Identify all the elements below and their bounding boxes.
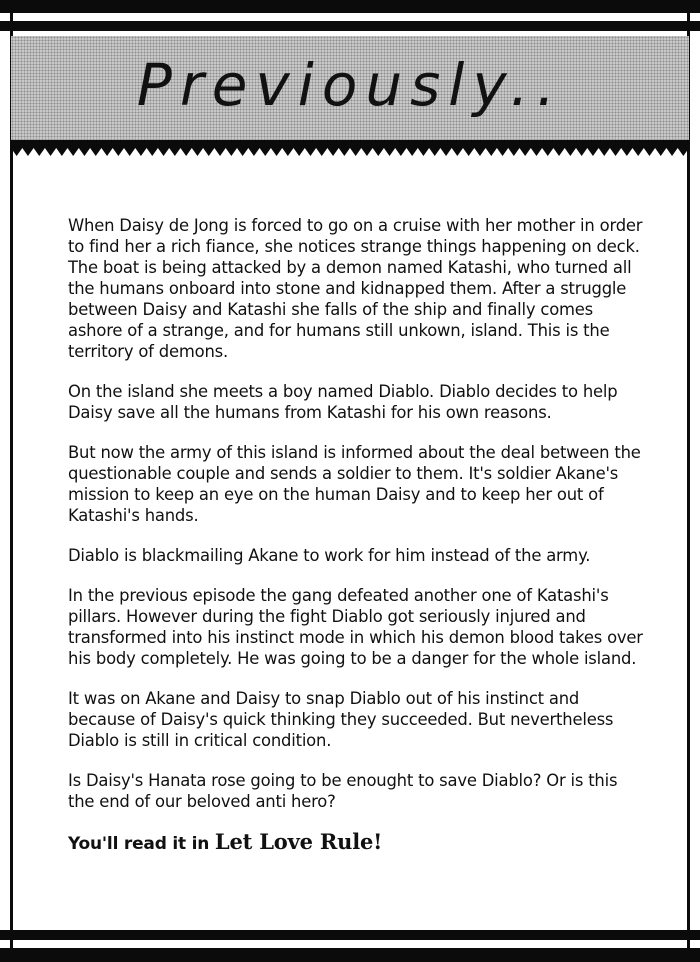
top-border-bar — [0, 0, 700, 13]
closing-lead: You'll read it in — [68, 834, 215, 854]
closing-line — [68, 831, 643, 855]
page-title: Previously.. — [136, 51, 564, 119]
scalloped-divider — [11, 140, 689, 160]
top-border-bar-inner — [0, 21, 700, 31]
recap-paragraph: But now the army of this island is informed about the deal between the questionable couple and sends a soldier to them. It's soldier Akane's mission to keep an eye on the human Daisy and to keep her out of Katashi's hands. — [68, 443, 641, 525]
recap-paragraph: In the previous episode the gang defeated another one of Katashi's pillars. However during the fight Diablo got seriously injured and transformed into his instinct mode in which his demon blood takes over his body completely. He was going to be a danger for the whole island. — [68, 586, 643, 668]
recap-paragraph: Is Daisy's Hanata rose going to be enought to save Diablo? Or is this the end of our beloved anti hero? — [68, 771, 618, 811]
recap-paragraph: When Daisy de Jong is forced to go on a cruise with her mother in order to find her a rich fiance, she notices strange things happening on deck. The boat is being attacked by a demon named Katashi, who turned all the humans onboard into stone and kidnapped them. After a struggle between Daisy and Katashi she falls of the ship and finally comes ashore of a strange, and for humans still unkown, island. This is the territory of demons. — [68, 216, 643, 361]
recap-paragraph: It was on Akane and Daisy to snap Diablo out of his instinct and because of Daisy's quick thinking they succeeded. But nevertheless Diablo is still in critical condition. — [68, 689, 614, 750]
recap-paragraph: Diablo is blackmailing Akane to work for him instead of the army. — [68, 546, 591, 565]
bottom-border-bar-inner — [0, 930, 700, 940]
recap-body — [68, 215, 643, 855]
series-title: Let Love Rule! — [214, 829, 383, 854]
recap-paragraph: On the island she meets a boy named Diablo. Diablo decides to help Daisy save all the humans from Katashi for his own reasons. — [68, 382, 618, 422]
bottom-border-bar — [0, 948, 700, 962]
